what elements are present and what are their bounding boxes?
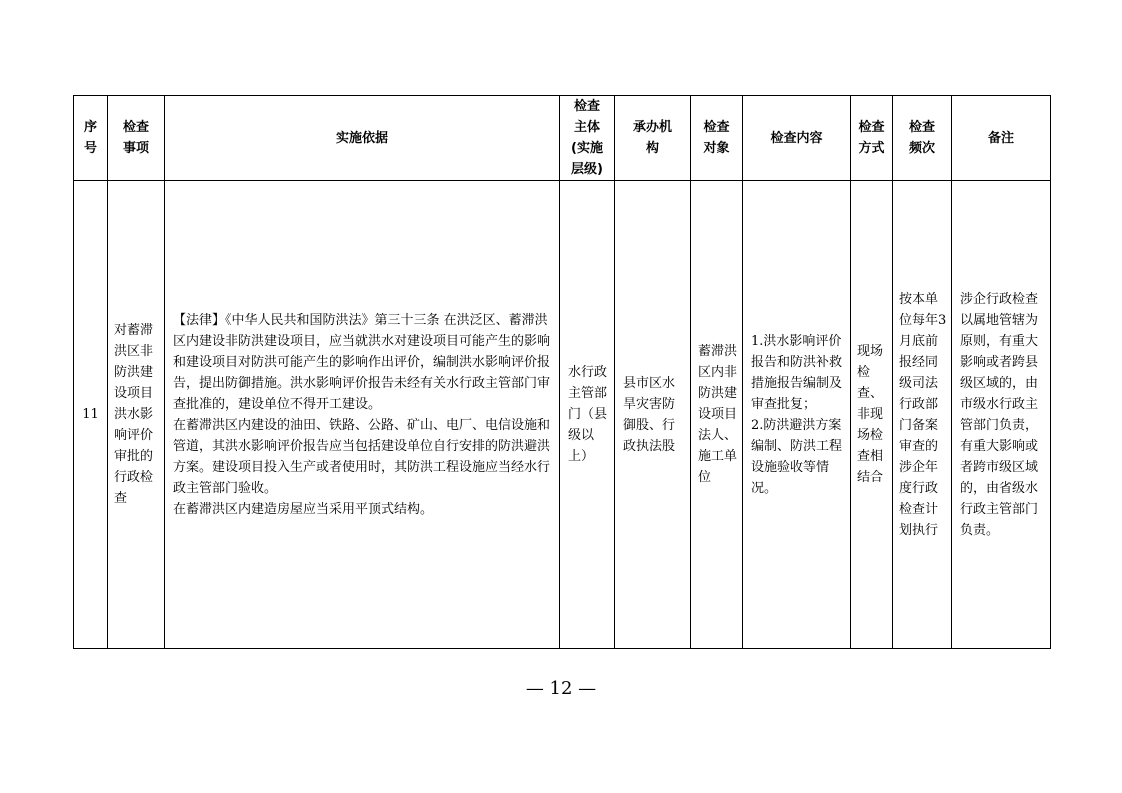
- page-number: — 12 —: [525, 678, 597, 699]
- row-item: 对蓄滞洪区非防洪建设项目洪水影响评价审批的行政检查: [108, 181, 165, 649]
- header-content: 检查内容: [743, 96, 851, 181]
- header-item: 检查事项: [108, 96, 165, 181]
- row-content: [743, 181, 851, 649]
- header-frequency: 检查频次: [893, 96, 952, 181]
- basis-paragraph: 在蓄滞洪区内建造房屋应当采用平顶式结构。: [173, 501, 434, 517]
- header-seq: 序号: [74, 96, 108, 181]
- row-remarks: 涉企行政检查以属地管辖为原则，有重大影响或者跨县级区域的，由市级水行政主管部门负责，有重大影响或者跨市级区域的，由省级水行政主管部门负责。: [952, 181, 1051, 649]
- header-subject: 检查主体(实施层级): [560, 96, 615, 181]
- row-subject: 水行政主管部门（县级以上）: [560, 181, 615, 649]
- content-item: 1.洪水影响评价报告和防洪补救措施报告编制及审查批复；: [751, 333, 843, 412]
- row-method: 现场检查、非现场检查相结合: [851, 181, 893, 649]
- row-basis: [165, 181, 560, 649]
- header-basis: 实施依据: [165, 96, 560, 181]
- inspection-table: [73, 95, 1051, 649]
- header-remarks: 备注: [952, 96, 1051, 181]
- table-row: [74, 181, 1051, 649]
- row-target: 蓄滞洪区内非防洪建设项目法人、施工单位: [691, 181, 743, 649]
- header-agency: 承办机构: [615, 96, 691, 181]
- row-frequency: 按本单位每年3月底前报经同级司法行政部门备案审查的涉企年度行政检查计划执行: [893, 181, 952, 649]
- header-target: 检查对象: [691, 96, 743, 181]
- row-seq: 11: [74, 181, 108, 649]
- content-item: 2.防洪避洪方案编制、防洪工程设施验收等情况。: [751, 417, 843, 496]
- basis-paragraph: 在蓄滞洪区内建设的油田、铁路、公路、矿山、电厂、电信设施和管道，其洪水影响评价报告应当包括建设单位自行安排的防洪避洪方案。建设项目投入生产或者使用时，其防洪工程设施应当经水行政主管部门验收。: [173, 417, 551, 496]
- header-row: [74, 96, 1051, 181]
- row-agency: 县市区水旱灾害防御股、行政执法股: [615, 181, 691, 649]
- basis-paragraph: 【法律】《中华人民共和国防洪法》第三十三条 在洪泛区、蓄滞洪区内建设非防洪建设项目，应当就洪水对建设项目可能产生的影响和建设项目对防洪可能产生的影响作出评价，编制洪水影响评价报告，提出防御措施。洪水影响评价报告未经有关水行政主管部门审查批准的，建设单位不得开工建设。: [173, 312, 551, 412]
- header-method: 检查方式: [851, 96, 893, 181]
